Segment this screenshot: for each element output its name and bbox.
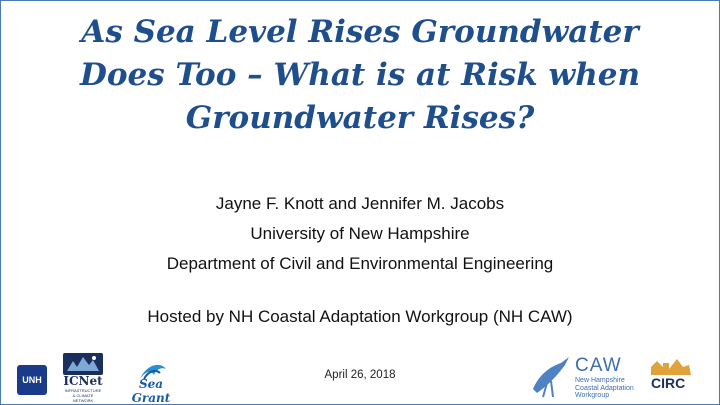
- university: University of New Hampshire: [250, 224, 470, 243]
- hosted-by: Hosted by NH Coastal Adaptation Workgroup (NH CAW): [147, 307, 573, 326]
- title-line-2: Does Too – What is at Risk when: [80, 57, 640, 93]
- caw-logo: [529, 353, 641, 401]
- caw-sub-line-1: New Hampshire: [575, 377, 625, 384]
- unh-logo-text: UNH: [22, 375, 42, 385]
- circ-logo: [649, 357, 693, 399]
- title-line-3: Groundwater Rises?: [185, 100, 535, 136]
- icnet-graphic: [63, 353, 103, 375]
- author-block: [1, 189, 719, 279]
- slide-title: [1, 11, 719, 140]
- heron-icon: [529, 353, 575, 399]
- seagrant-name: Sea Grant: [131, 377, 171, 405]
- circ-name: CIRC: [651, 375, 686, 391]
- authors: Jayne F. Knott and Jennifer M. Jacobs: [215, 194, 505, 213]
- icnet-name: ICNet: [63, 374, 103, 388]
- circ-skyline-icon: [649, 357, 693, 375]
- seagrant-logo: [120, 359, 182, 405]
- caw-sub-line-2: Coastal Adaptation: [575, 384, 634, 392]
- caw-subtitle: [575, 377, 645, 400]
- caw-name: CAW: [575, 355, 622, 376]
- unh-logo: [17, 365, 47, 395]
- title-line-1: As Sea Level Rises Groundwater: [81, 14, 639, 50]
- presentation-date: April 26, 2018: [324, 369, 396, 381]
- icnet-subtitle: INFRASTRUCTURE & CLIMATE NETWORK: [64, 388, 102, 403]
- icnet-logo: [63, 353, 103, 403]
- department: Department of Civil and Environmental Engineering: [166, 254, 554, 273]
- caw-sub-line-3: Workgroup: [575, 392, 610, 399]
